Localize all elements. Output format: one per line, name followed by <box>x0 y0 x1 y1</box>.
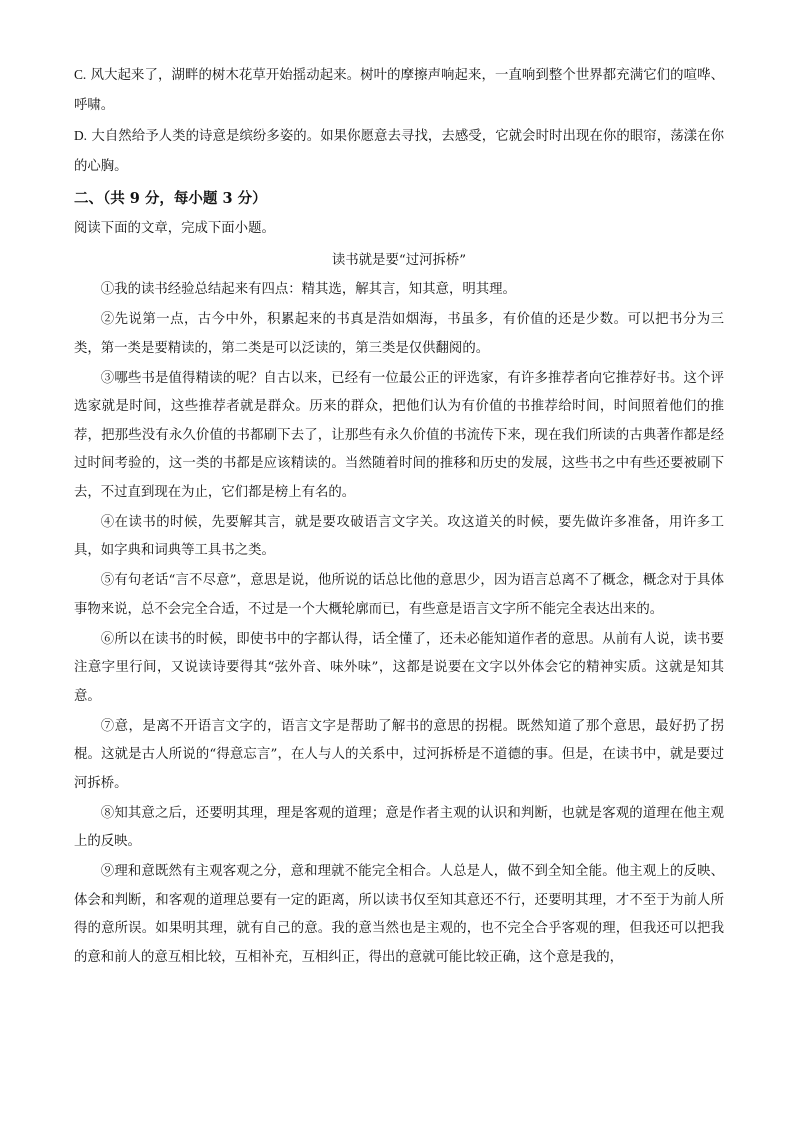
article-paragraph-7: ⑦意，是离不开语言文字的，语言文字是帮助了解书的意思的拐棍。既然知道了那个意思，最好扔了拐棍。这就是古人所说的“得意忘言”，在人与人的关系中，过河拆桥是不道德的事。但是，在读书中，就是要过河拆桥。 <box>74 718 724 791</box>
article-paragraph-8: ⑧知其意之后，还要明其理，理是客观的道理；意是作者主观的认识和判断，也就是客观的道理在他主观上的反映。 <box>74 805 724 849</box>
option-c-text: 风大起来了，湖畔的树木花草开始摇动起来。树叶的摩擦声响起来，一直响到整个世界都充满它们的喧哗、呼啸。 <box>74 68 724 113</box>
section-instruction: 阅读下面的文章，完成下面小题。 <box>74 221 275 236</box>
article-paragraph-1: ①我的读书经验总结起来有四点：精其选，解其言，知其意，明其理。 <box>100 282 516 297</box>
option-d-text: 大自然给予人类的诗意是缤纷多姿的。如果你愿意去寻找，去感受，它就会时时出现在你的眼帘，荡漾在你的心胸。 <box>74 129 724 174</box>
option-c <box>74 60 724 121</box>
page-content <box>74 60 724 974</box>
option-d <box>74 121 724 182</box>
section-heading: 二、（共 9 分，每小题 3 分） <box>74 190 267 207</box>
article-paragraph-2: ②先说第一点，古今中外，积累起来的书真是浩如烟海，书虽多，有价值的还是少数。可以把书分为三类，第一类是要精读的，第二类是可以泛读的，第三类是仅供翻阅的。 <box>74 312 724 356</box>
article-paragraph-4: ④在读书的时候，先要解其言，就是要攻破语言文字关。攻这道关的时候，要先做许多准备，用许多工具，如字典和词典等工具书之类。 <box>74 514 724 558</box>
article-title: 读书就是要“过河拆桥” <box>331 253 467 268</box>
option-d-letter: D. <box>74 128 88 143</box>
article-paragraph-5: ⑤有句老话“言不尽意”，意思是说，他所说的话总比他的意思少，因为语言总离不了概念，概念对于具体事物来说，总不会完全合适，不过是一个大概轮廓而已，有些意是语言文字所不能完全表达出来的。 <box>74 573 724 617</box>
option-c-letter: C. <box>74 67 87 82</box>
article-paragraph-9: ⑨理和意既然有主观客观之分，意和理就不能完全相合。人总是人，做不到全知全能。他主观上的反映、体会和判断，和客观的道理总要有一定的距离，所以读书仅至知其意还不行，还要明其理，才不至于为前人所得的意所误。如果明其理，就有自己的意。我的意当然也是主观的，也不完全合乎客观的理，但我还可以把我的意和前人的意互相比较，互相补充，互相纠正，得出的意就可能比较正确，这个意是我的， <box>74 864 724 965</box>
article-paragraph-6: ⑥所以在读书的时候，即使书中的字都认得，话全懂了，还未必能知道作者的意思。从前有人说，读书要注意字里行间，又说读诗要得其“弦外音、味外味”，这都是说要在文字以外体会它的精神实质。这就是知其意。 <box>74 631 724 704</box>
article-paragraph-3: ③哪些书是值得精读的呢？自古以来，已经有一位最公正的评选家，有许多推荐者向它推荐好书。这个评选家就是时间，这些推荐者就是群众。历来的群众，把他们认为有价值的书推荐给时间，时间照着他们的推荐，把那些没有永久价值的书都刷下去了，让那些有永久价值的书流传下来，现在我们所读的古典著作都是经过时间考验的，这一类的书都是应该精读的。当然随着时间的推移和历史的发展，这些书之中有些还要被刷下去，不过直到现在为止，它们都是榜上有名的。 <box>74 370 724 500</box>
